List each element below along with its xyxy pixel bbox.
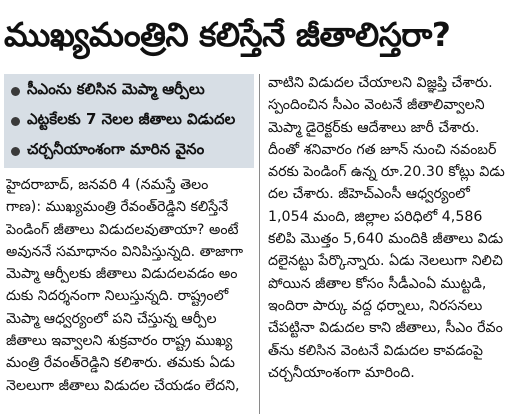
- highlight-item: [8, 136, 250, 166]
- text-line: వరకు పెండింగ్ ఉన్న రూ.20.30 కోట్లు విడు: [268, 164, 505, 181]
- highlights-box: [4, 74, 254, 168]
- text-line: స్పందించిన సీఎం వెంటనే జీతాలివ్వాలని: [268, 97, 485, 114]
- text-line: 1,054 మంది, జిల్లాల పరిధిలో 4,586: [268, 208, 483, 225]
- bullet-icon: [11, 117, 20, 126]
- text-line: నెలలుగా జీతాలు విడుదల చేయడం లేదని,: [6, 377, 240, 394]
- article-body-left: [6, 174, 254, 397]
- text-line: వాటిని విడుదల చేయాలని విజ్ఞప్తి చేశారు.: [268, 75, 493, 91]
- text-line: దల చేశారు. జీహెచ్‌ఎంసీ ఆధ్వర్యంలో: [268, 186, 470, 203]
- bullet-icon: [11, 147, 20, 156]
- left-column: [0, 72, 258, 416]
- text-line: ఇందిరా పార్కు వద్ద ధర్నాలు, నిరసనలు: [268, 297, 483, 314]
- bullet-icon: [11, 87, 20, 96]
- text-line: పోయిన జీతాల కోసం సీడీఎంఏ ముట్టడి,: [268, 275, 487, 292]
- text-line: కలిపి మొత్తం 5,640 మందికి జీతాలు విడు: [268, 231, 504, 248]
- text-line: హైదరాబాద్, జనవరి 4 (నమస్తే తెలం: [6, 177, 209, 193]
- highlight-item: [8, 76, 250, 106]
- text-line: మెప్మా ఆధ్వర్యంలో పని చేస్తున్న ఆర్పీల: [6, 310, 217, 327]
- highlight-text: సీఎంను కలిసిన మెప్మా ఆర్పీలు: [27, 80, 205, 98]
- text-line: జీతాలు ఇవ్వాలని శుక్రవారం రాష్ట్ర ముఖ్య: [6, 333, 233, 350]
- text-line: మంత్రి రేవంత్‌రెడ్డిని కలిశారు. తమకు ఏడు: [6, 355, 235, 372]
- text-line: దలైనట్టు పేర్కొన్నారు. ఏడు నెలలుగా నిలిచి: [268, 253, 503, 270]
- text-line: అవుననే సమాధానం వినిపిస్తున్నది. తాజాగా: [6, 243, 244, 260]
- text-line: దీంతో శనివారం గత జూన్ నుంచి నవంబర్: [268, 141, 497, 158]
- highlight-text: ఎట్టకేలకు 7 నెలల జీతాలు విడుదల: [27, 110, 236, 128]
- highlight-text: చర్చనీయాంశంగా మారిన వైనం: [27, 140, 205, 158]
- text-line: పెండింగ్ జీతాలు విడుదలవుతాయా? అంటే: [6, 221, 239, 238]
- text-line: చేపట్టినా విడుదల కాని జీతాలు, సీఎం రేవం: [268, 320, 503, 337]
- text-line: దుకు నిదర్శనంగా నిలుస్తున్నది. రాష్ట్రంలో: [6, 288, 229, 305]
- column-divider: [259, 74, 260, 414]
- text-line: త్‌ను కలిసిన వెంటనే విడుదల కావడంపై: [268, 342, 483, 359]
- text-line: మెప్మా డైరెక్టర్‌కు ఆదేశాలు జారీ చేశారు.: [268, 119, 480, 136]
- right-column: [262, 72, 514, 416]
- text-line: గాణ): ముఖ్యమంత్రి రేవంత్‌రెడ్డిని కలిస్తేనే: [6, 199, 229, 216]
- highlight-item: [8, 106, 250, 136]
- text-line: మెప్మా ఆర్పీలకు జీతాలు విడుదలవడం అం: [6, 266, 238, 283]
- article-body-right: [268, 72, 512, 384]
- text-line: చర్చనీయాంశంగా మారింది.: [268, 364, 415, 381]
- headline: ముఖ్యమంత్రిని కలిస్తేనే జీతాలిస్తరా?: [4, 15, 451, 54]
